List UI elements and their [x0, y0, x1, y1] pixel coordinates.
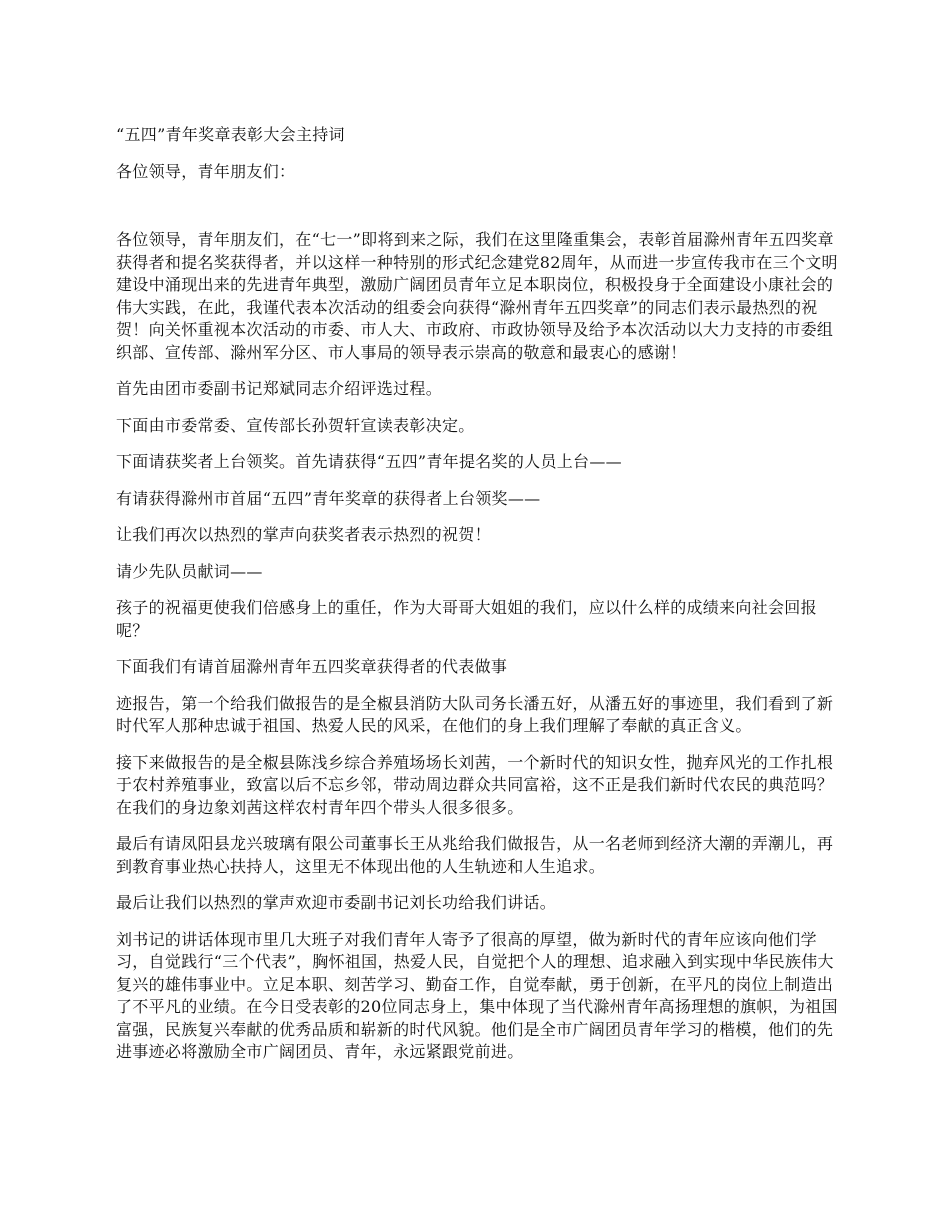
paragraph: 迹报告，第一个给我们做报告的是全椒县消防大队司务长潘五好，从潘五好的事迹里，我们看到了新时代军人那种忠诚于祖国、热爱人民的风采，在他们的身上我们理解了奉献的真正含义。 [116, 693, 834, 735]
paragraph: 让我们再次以热烈的掌声向获奖者表示热烈的祝贺！ [116, 525, 491, 544]
paragraph: 下面请获奖者上台领奖。首先请获得“五四”青年提名奖的人员上台—— [116, 452, 622, 471]
paragraph: 最后有请凤阳县龙兴玻璃有限公司董事长王从兆给我们做报告，从一名老师到经济大潮的弄潮儿，再到教育事业热心扶持人，这里无不体现出他的人生轨迹和人生追求。 [116, 834, 834, 876]
paragraph: 下面我们有请首届滁州青年五四奖章获得者的代表做事 [116, 657, 508, 676]
paragraph: 有请获得滁州市首届“五四”青年奖章的获得者上台领奖—— [116, 488, 541, 508]
document-title: “五四”青年奖章表彰大会主持词 [116, 125, 345, 144]
paragraph: 接下来做报告的是全椒县陈浅乡综合养殖场场长刘茜，一个新时代的知识女性，抛弃风光的工作扎根于农村养殖事业，致富以后不忘乡邻，带动周边群众共同富裕，这不正是我们新时代农民的典范吗？在我们的身边象刘茜这样农村青年四个带头人很多很多。 [116, 752, 834, 817]
paragraph: 下面由市委常委、宣传部长孙贺轩宣读表彰决定。 [116, 415, 475, 435]
paragraph: 请少先队员献词—— [116, 561, 263, 581]
paragraph-closing: 刘书记的讲话体现市里几大班子对我们青年人寄予了很高的厚望，做为新时代的青年应该向他们学习，自觉践行“三个代表”，胸怀祖国，热爱人民，自觉把个人的理想、追求融入到实现中华民族伟大复兴的雄伟事业中。立足本职、刻苦学习、勤奋工作，自觉奉献，勇于创新，在平凡的岗位上制造出了不平凡的业绩。在今日受表彰的20位同志身上，集中体现了当代滁州青年高扬理想的旗帜，为祖国富强，民族复兴奉献的优秀品质和崭新的时代风貌。他们是全市广阔团员青年学习的楷模，他们的先进事迹必将激励全市广阔团员、青年，永远紧跟党前进。 [116, 929, 838, 1061]
paragraph: 孩子的祝福更使我们倍感身上的重任，作为大哥哥大姐姐的我们，应以什么样的成绩来向社会回报呢？ [116, 598, 817, 640]
greeting-line: 各位领导，青年朋友们： [116, 161, 296, 181]
paragraph: 首先由团市委副书记郑斌同志介绍评选过程。 [116, 379, 443, 398]
paragraph-opening: 各位领导，青年朋友们，在“七一”即将到来之际，我们在这里隆重集会，表彰首届滁州青年五四奖章获得者和提名奖获得者，并以这样一种特别的形式纪念建党82周年，从而进一步宣传我市在三个文明建设中涌现出来的先进青年典型，激励广阔团员青年立足本职岗位，积极投身于全面建设小康社会的伟大实践，在此，我谨代表本次活动的组委会向获得“滁州青年五四奖章”的同志们表示最热烈的祝贺！向关怀重视本次活动的市委、市人大、市政府、市政协领导及给予本次活动以大力支持的市委组织部、宣传部、滁州军分区、市人事局的领导表示崇高的敬意和最衷心的感谢！ [116, 230, 838, 362]
document-body [116, 124, 840, 1078]
paragraph: 最后让我们以热烈的掌声欢迎市委副书记刘长功给我们讲话。 [116, 893, 557, 912]
